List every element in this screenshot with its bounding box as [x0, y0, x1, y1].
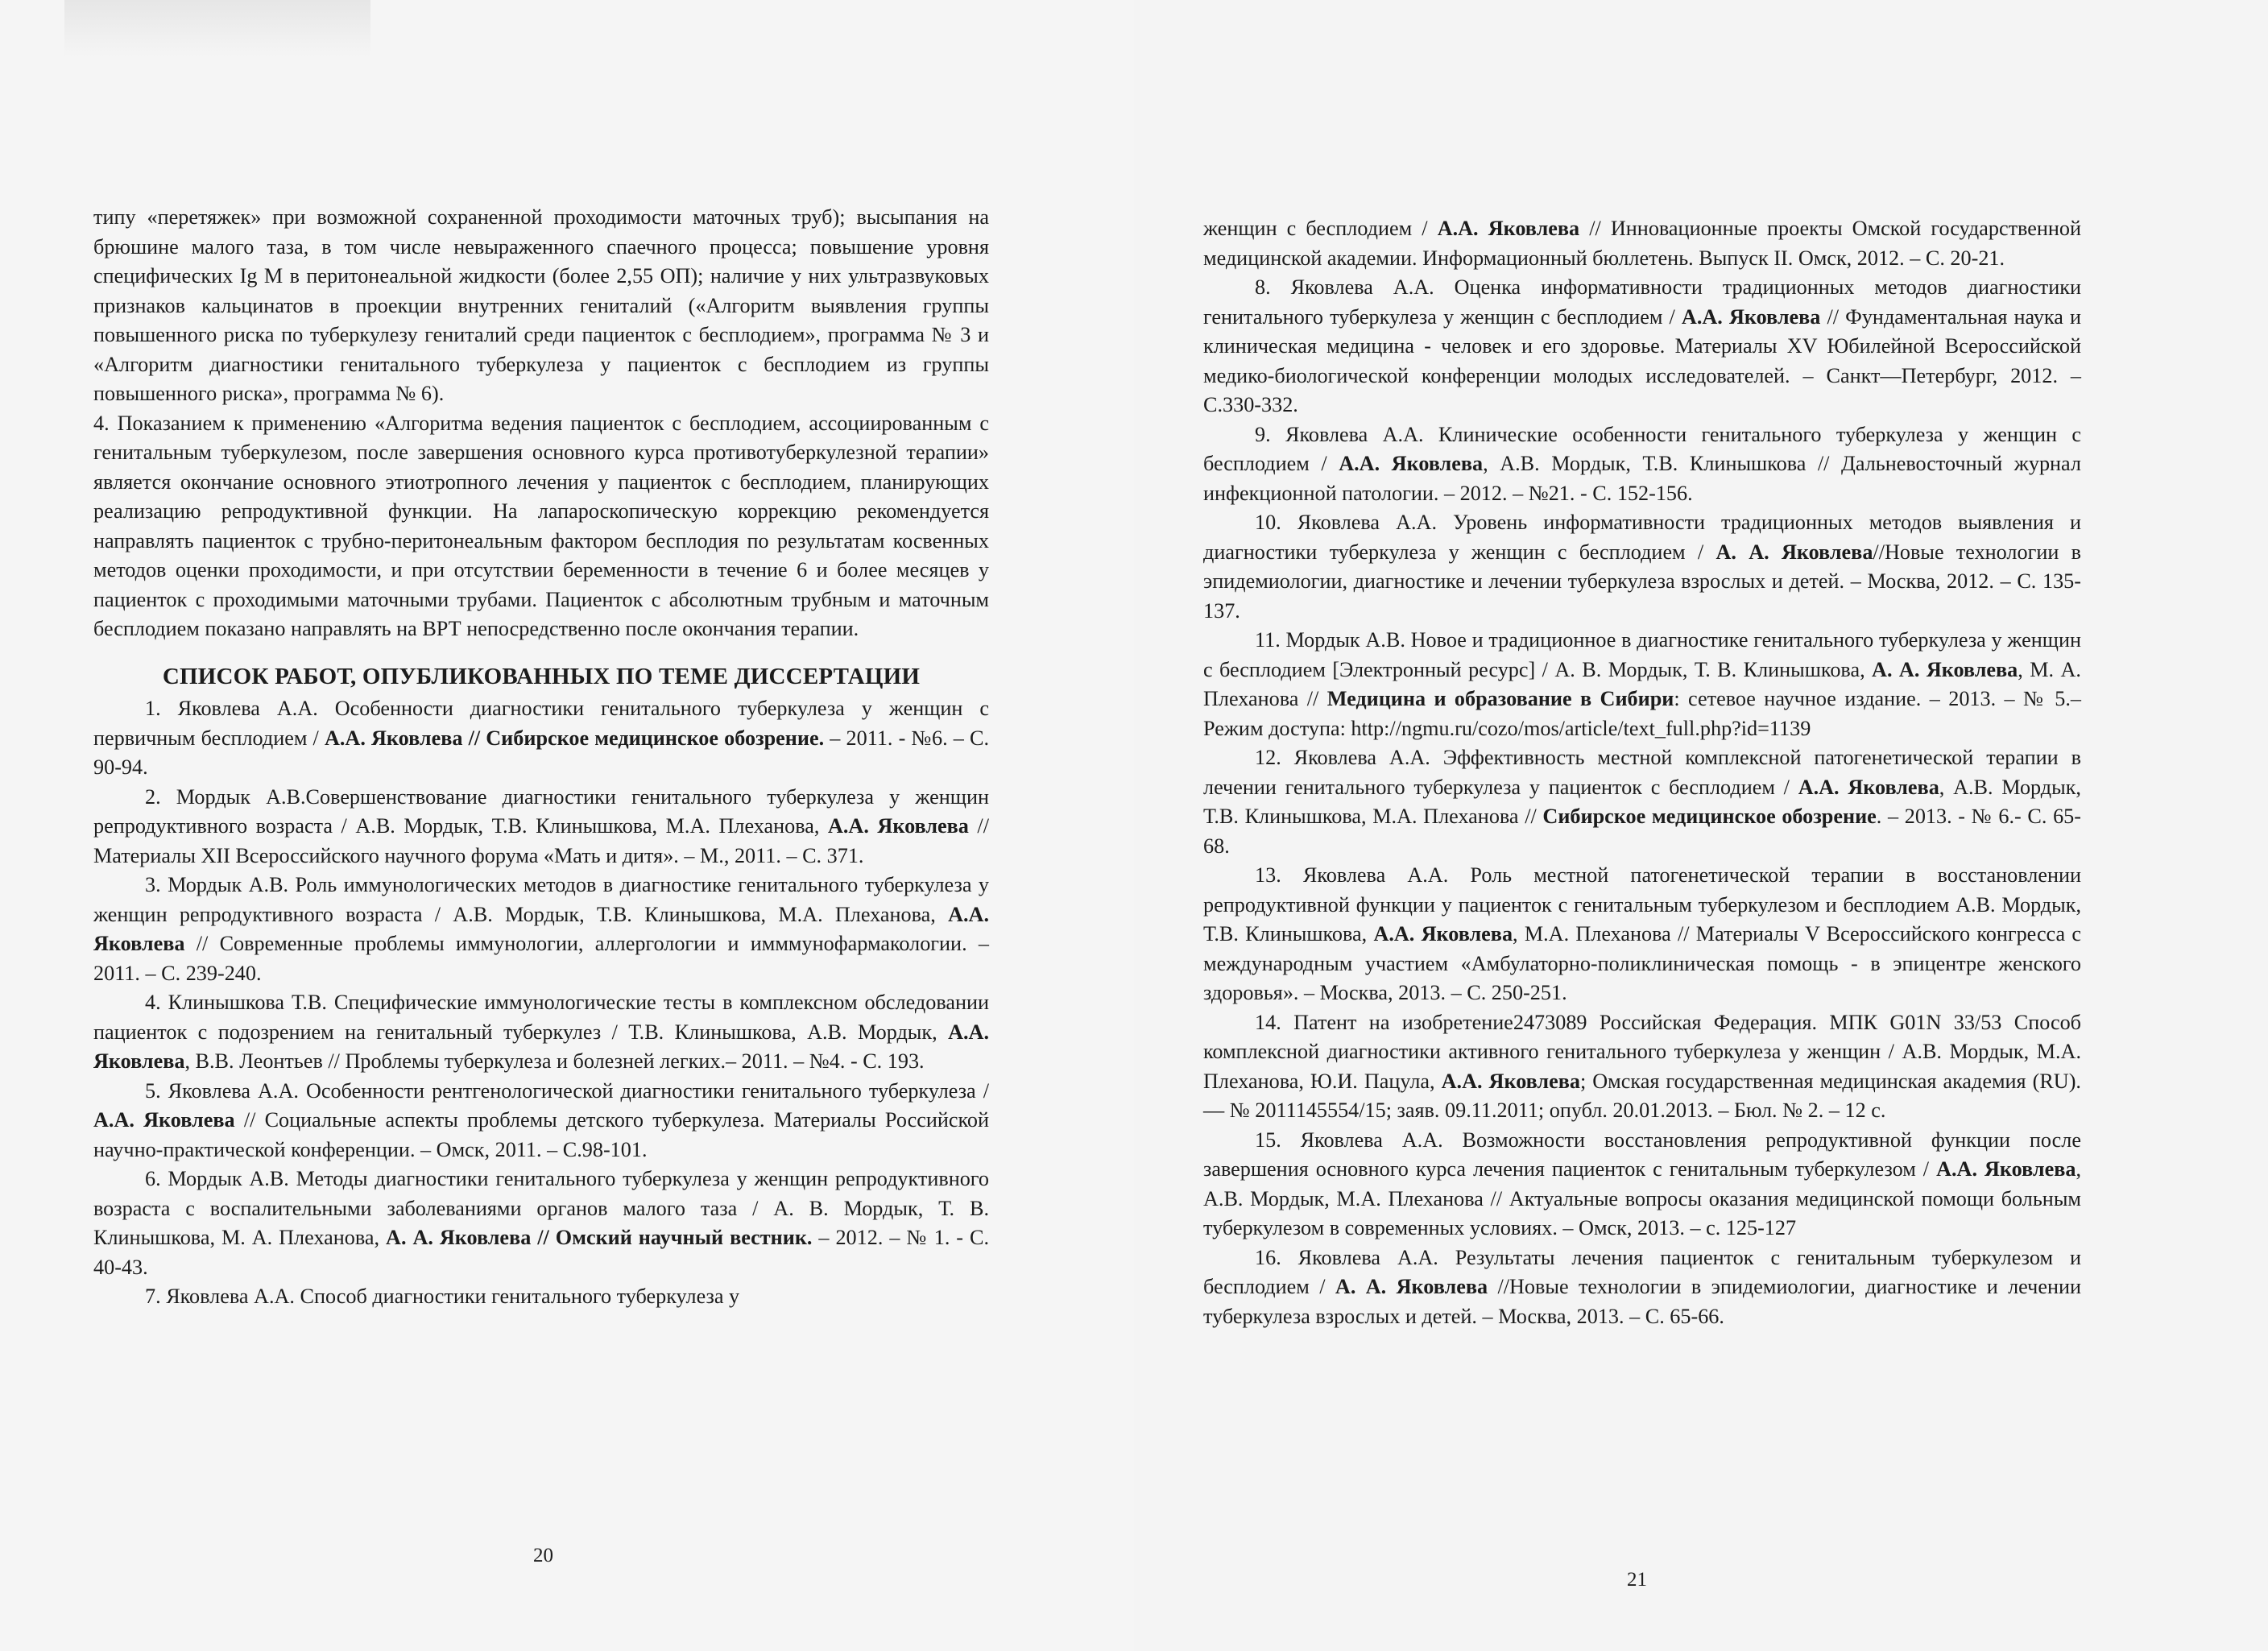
reference-text-part: // Фундаментальная наука и клиническая медицина - человек и его здоровье. Материалы XV Юбилейной Всероссийской медико-биологической конференции молодых исследователей. – Санкт—Петербург, 2012. – С.330-332.	[1203, 304, 2081, 416]
reference-text-part: //Новые технологии в эпидемиологии, диагностике и лечении туберкулеза взрослых и детей. – Москва, 2013. – С. 65-66.	[1203, 1275, 2081, 1328]
reference-item	[1203, 1243, 2081, 1332]
reference-text-part: , А.В. Мордык, Т.В. Клинышкова, М.А. Плеханова //	[1203, 775, 2081, 828]
reference-item	[1203, 1126, 2081, 1243]
reference-bold-part: А.А. Яковлева	[1339, 452, 1484, 475]
reference-item	[1203, 1008, 2081, 1126]
reference-bold-part: А.А. Яковлева	[93, 902, 989, 955]
reference-item	[93, 1282, 989, 1312]
page-number: 20	[533, 1545, 553, 1566]
reference-text-part: 10. Яковлева А.А. Уровень информативности традиционных методов выявления и диагностики туберкулеза у женщин с бесплодием /	[1203, 511, 2081, 564]
reference-text-part: 5. Яковлева А.А. Особенности рентгенологической диагностики генитального туберкулеза /	[145, 1078, 989, 1103]
reference-text-part: 12. Яковлева А.А. Эффективность местной комплексной патогенетической терапии в лечении генитального туберкулеза у пациенток с бесплодием /	[1203, 746, 2081, 799]
reference-bold-part: А.А. Яковлева	[827, 814, 969, 838]
reference-item	[93, 783, 989, 871]
reference-text-part: . – 2013. - № 6.- С. 65-68.	[1203, 805, 2082, 858]
reference-bold-part: А. А. Яковлева	[1715, 540, 1873, 564]
reference-item	[1203, 214, 2081, 273]
reference-item	[93, 871, 989, 988]
section-title: СПИСОК РАБОТ, ОПУБЛИКОВАННЫХ ПО ТЕМЕ ДИССЕРТАЦИИ	[162, 663, 921, 689]
body-paragraph: типу «перетяжек» при возможной сохраненной проходимости маточных труб); высыпания на брюшине малого таза, в том числе невыраженного спаечного процесса; повышение уровня специфических Ig M в перитонеальной жидкости (более 2,55 ОП); наличие у них ультразвуковых признаков кальцинатов в проекции внутренних гениталий («Алгоритм выявления группы повышенного риска по туберкулезу гениталий среди пациенток с бесплодием», программа № 3 и «Алгоритм диагностики генитального туберкулеза у пациенток с бесплодием из группы повышенного риска», программа № 6).	[93, 205, 989, 405]
reference-text-part: , М.А. Плеханова // Материалы V Всероссийского конгресса с международным участием «Амбулаторно-поликлиническая помощь - в эпицентре женского здоровья». – Москва, 2013. – С. 250-251.	[1203, 922, 2081, 1004]
reference-text-part: // Социальные аспекты проблемы детского туберкулеза. Материалы Российской научно-практической конференции. – Омск, 2011. – С.98-101.	[93, 1108, 989, 1161]
reference-item	[93, 1165, 989, 1282]
reference-text-part: 9. Яковлева А.А. Клинические особенности генитального туберкулеза у женщин с бесплодием /	[1203, 422, 2081, 475]
reference-item	[93, 988, 989, 1077]
reference-item	[93, 694, 989, 783]
reference-item	[93, 1077, 989, 1165]
reference-text-part: 16. Яковлева А.А. Результаты лечения пациенток с генитальным туберкулезом и бесплодием /	[1203, 1245, 2081, 1298]
right-page	[1134, 0, 2268, 1651]
reference-bold-part: А.А. Яковлева	[1441, 1069, 1580, 1093]
reference-text-part: 13. Яковлева А.А. Роль местной патогенетической терапии в восстановлении репродуктивной функции у пациенток с генитальным туберкулезом и бесплодием А.В. Мордык, Т.В. Клинышкова,	[1203, 863, 2081, 945]
reference-bold-part: А. А. Яковлева // Омский научный вестник.	[386, 1226, 813, 1249]
reference-text-part: 3. Мордык А.В. Роль иммунологических методов в диагностике генитального туберкулеза у женщин репродуктивного возраста / А.В. Мордык, Т.В. Клинышкова, М.А. Плеханова,	[93, 873, 989, 926]
reference-text-part: , А.В. Мордык, М.А. Плеханова // Актуальные вопросы оказания медицинской помощи больным туберкулезом в современных условиях. – Омск, 2013. – с. 125-127	[1203, 1157, 2081, 1239]
reference-text-part: – 2011. - №6. – С. 90-94.	[93, 726, 990, 779]
reference-text-part: – 2012. – № 1. - С. 40-43.	[93, 1226, 989, 1279]
reference-text-part: 1. Яковлева А.А. Особенности диагностики генитального туберкулеза у женщин с первичным бесплодием /	[93, 697, 989, 750]
left-text-block	[93, 203, 989, 1312]
reference-bold-part: А.А. Яковлева // Сибирское медицинское обозрение.	[324, 726, 825, 750]
reference-list	[93, 694, 989, 1312]
reference-text-part: // Современные проблемы иммунологии, аллергологии и имммунофармакологии. – 2011. – С. 239-240.	[93, 932, 989, 985]
reference-list	[1203, 214, 2081, 1331]
reference-bold-part: А.А. Яковлева	[1681, 304, 1821, 329]
right-text-block	[1203, 214, 2081, 1331]
reference-text-part: 14. Патент на изобретение2473089 Российская Федерация. МПК G01N 33/53 Способ комплексной диагностики активного генитального туберкулеза у женщин / А.В. Мордык, М.А. Плеханова, Ю.И. Пацула,	[1203, 1010, 2081, 1093]
body-paragraph: 4. Показанием к применению «Алгоритма ведения пациенток с бесплодием, ассоциированным с генитальным туберкулезом, после завершения основного курса противотуберкулезной терапии» является окончание основного этиотропного лечения у пациенток с бесплодием, планирующих реализацию репродуктивной функции. На лапароскопическую коррекцию рекомендуется направлять пациенток с трубно-перитонеальным фактором бесплодия по результатам косвенных методов оценки проходимости, и при отсутствии беременности в течение 6 и более месяцев у пациенток с проходимыми маточными трубами. Пациенток с абсолютным трубным и маточным бесплодием показано направлять на ВРТ непосредственно после окончания терапии.	[93, 411, 989, 640]
reference-bold-part: А.А. Яковлева	[93, 1108, 235, 1132]
reference-text-part: , В.В. Леонтьев // Проблемы туберкулеза и болезней легких.– 2011. – №4. - С. 193.	[184, 1049, 925, 1073]
reference-bold-part: А.А. Яковлева	[1798, 775, 1939, 799]
reference-text-part: 8. Яковлева А.А. Оценка информативности традиционных методов диагностики генитального туберкулеза у женщин с бесплодием /	[1203, 275, 2081, 329]
page-number: 21	[1627, 1569, 1647, 1591]
reference-bold-part: А. А. Яковлева	[1335, 1275, 1488, 1298]
reference-text-part: , М. А. Плеханова //	[1203, 657, 2081, 710]
reference-text-part: , А.В. Мордык, Т.В. Клинышкова // Дальневосточный журнал инфекционной патологии. – 2012. – №21. - С. 152-156.	[1203, 452, 2081, 505]
reference-text-part: 7. Яковлева А.А. Способ диагностики генитального туберкулеза у	[145, 1285, 740, 1308]
reference-bold-part: Медицина и образование в Сибири	[1326, 687, 1674, 710]
scan-artifact	[64, 0, 370, 56]
reference-item	[1203, 626, 2081, 743]
reference-bold-part: А.А. Яковлева	[1936, 1157, 2076, 1181]
reference-bold-part: А.А. Яковлева	[1373, 922, 1513, 945]
reference-text-part: // Инновационные проекты Омской государственной медицинской академии. Информационный бюллетень. Выпуск II. Омск, 2012. – С. 20-21.	[1203, 217, 2081, 270]
reference-text-part: // Материалы XII Всероссийского научного форума «Мать и дитя». – М., 2011. – С. 371.	[93, 814, 989, 867]
reference-item	[1203, 273, 2081, 420]
reference-text-part: 15. Яковлева А.А. Возможности восстановления репродуктивной функции после завершения основного курса лечения пациенток с генитальным туберкулезом /	[1203, 1128, 2081, 1181]
reference-text-part: 2. Мордык А.В.Совершенствование диагностики генитального туберкулеза у женщин репродуктивного возраста / А.В. Мордык, Т.В. Клинышкова, М.А. Плеханова,	[93, 784, 989, 838]
reference-bold-part: А.А. Яковлева	[93, 1020, 989, 1073]
reference-item	[1203, 508, 2081, 626]
reference-item	[1203, 861, 2081, 1008]
reference-item	[1203, 743, 2081, 861]
reference-text-part: : сетевое научное издание. – 2013. – № 5.– Режим доступа: http://ngmu.ru/cozo/mos/article/text_full.php?id=1139	[1203, 687, 2081, 740]
reference-bold-part: Сибирское медицинское обозрение	[1542, 805, 1877, 828]
reference-text-part: ; Омская государственная медицинская академия (RU). — № 2011145554/15; заяв. 09.11.2011; опубл. 20.01.2013. – Бюл. № 2. – 12 с.	[1203, 1069, 2081, 1122]
reference-text-part: 6. Мордык А.В. Методы диагностики генитального туберкулеза у женщин репродуктивного возраста с воспалительными заболеваниями органов малого таза / А. В. Мордык, Т. В. Клинышкова, М. А. Плеханова,	[93, 1167, 989, 1249]
reference-text-part: 4. Клинышкова Т.В. Специфические иммунологические тесты в комплексном обследовании пациенток с подозрением на генитальный туберкулез / Т.В. Клинышкова, А.В. Мордык,	[93, 991, 989, 1044]
reference-bold-part: А.А. Яковлева	[1437, 217, 1580, 240]
reference-item	[1203, 420, 2081, 509]
reference-text-part: //Новые технологии в эпидемиологии, диагностике и лечении туберкулеза взрослых и детей. – Москва, 2012. – С. 135-137.	[1203, 540, 2081, 623]
reference-bold-part: А. А. Яковлева	[1872, 657, 2018, 681]
reference-text-part: женщин с бесплодием /	[1203, 217, 1438, 240]
reference-text-part: 11. Мордык А.В. Новое и традиционное в диагностике генитального туберкулеза у женщин с бесплодием [Электронный ресурс] / А. В. Мордык, Т. В. Клинышкова,	[1203, 628, 2081, 681]
